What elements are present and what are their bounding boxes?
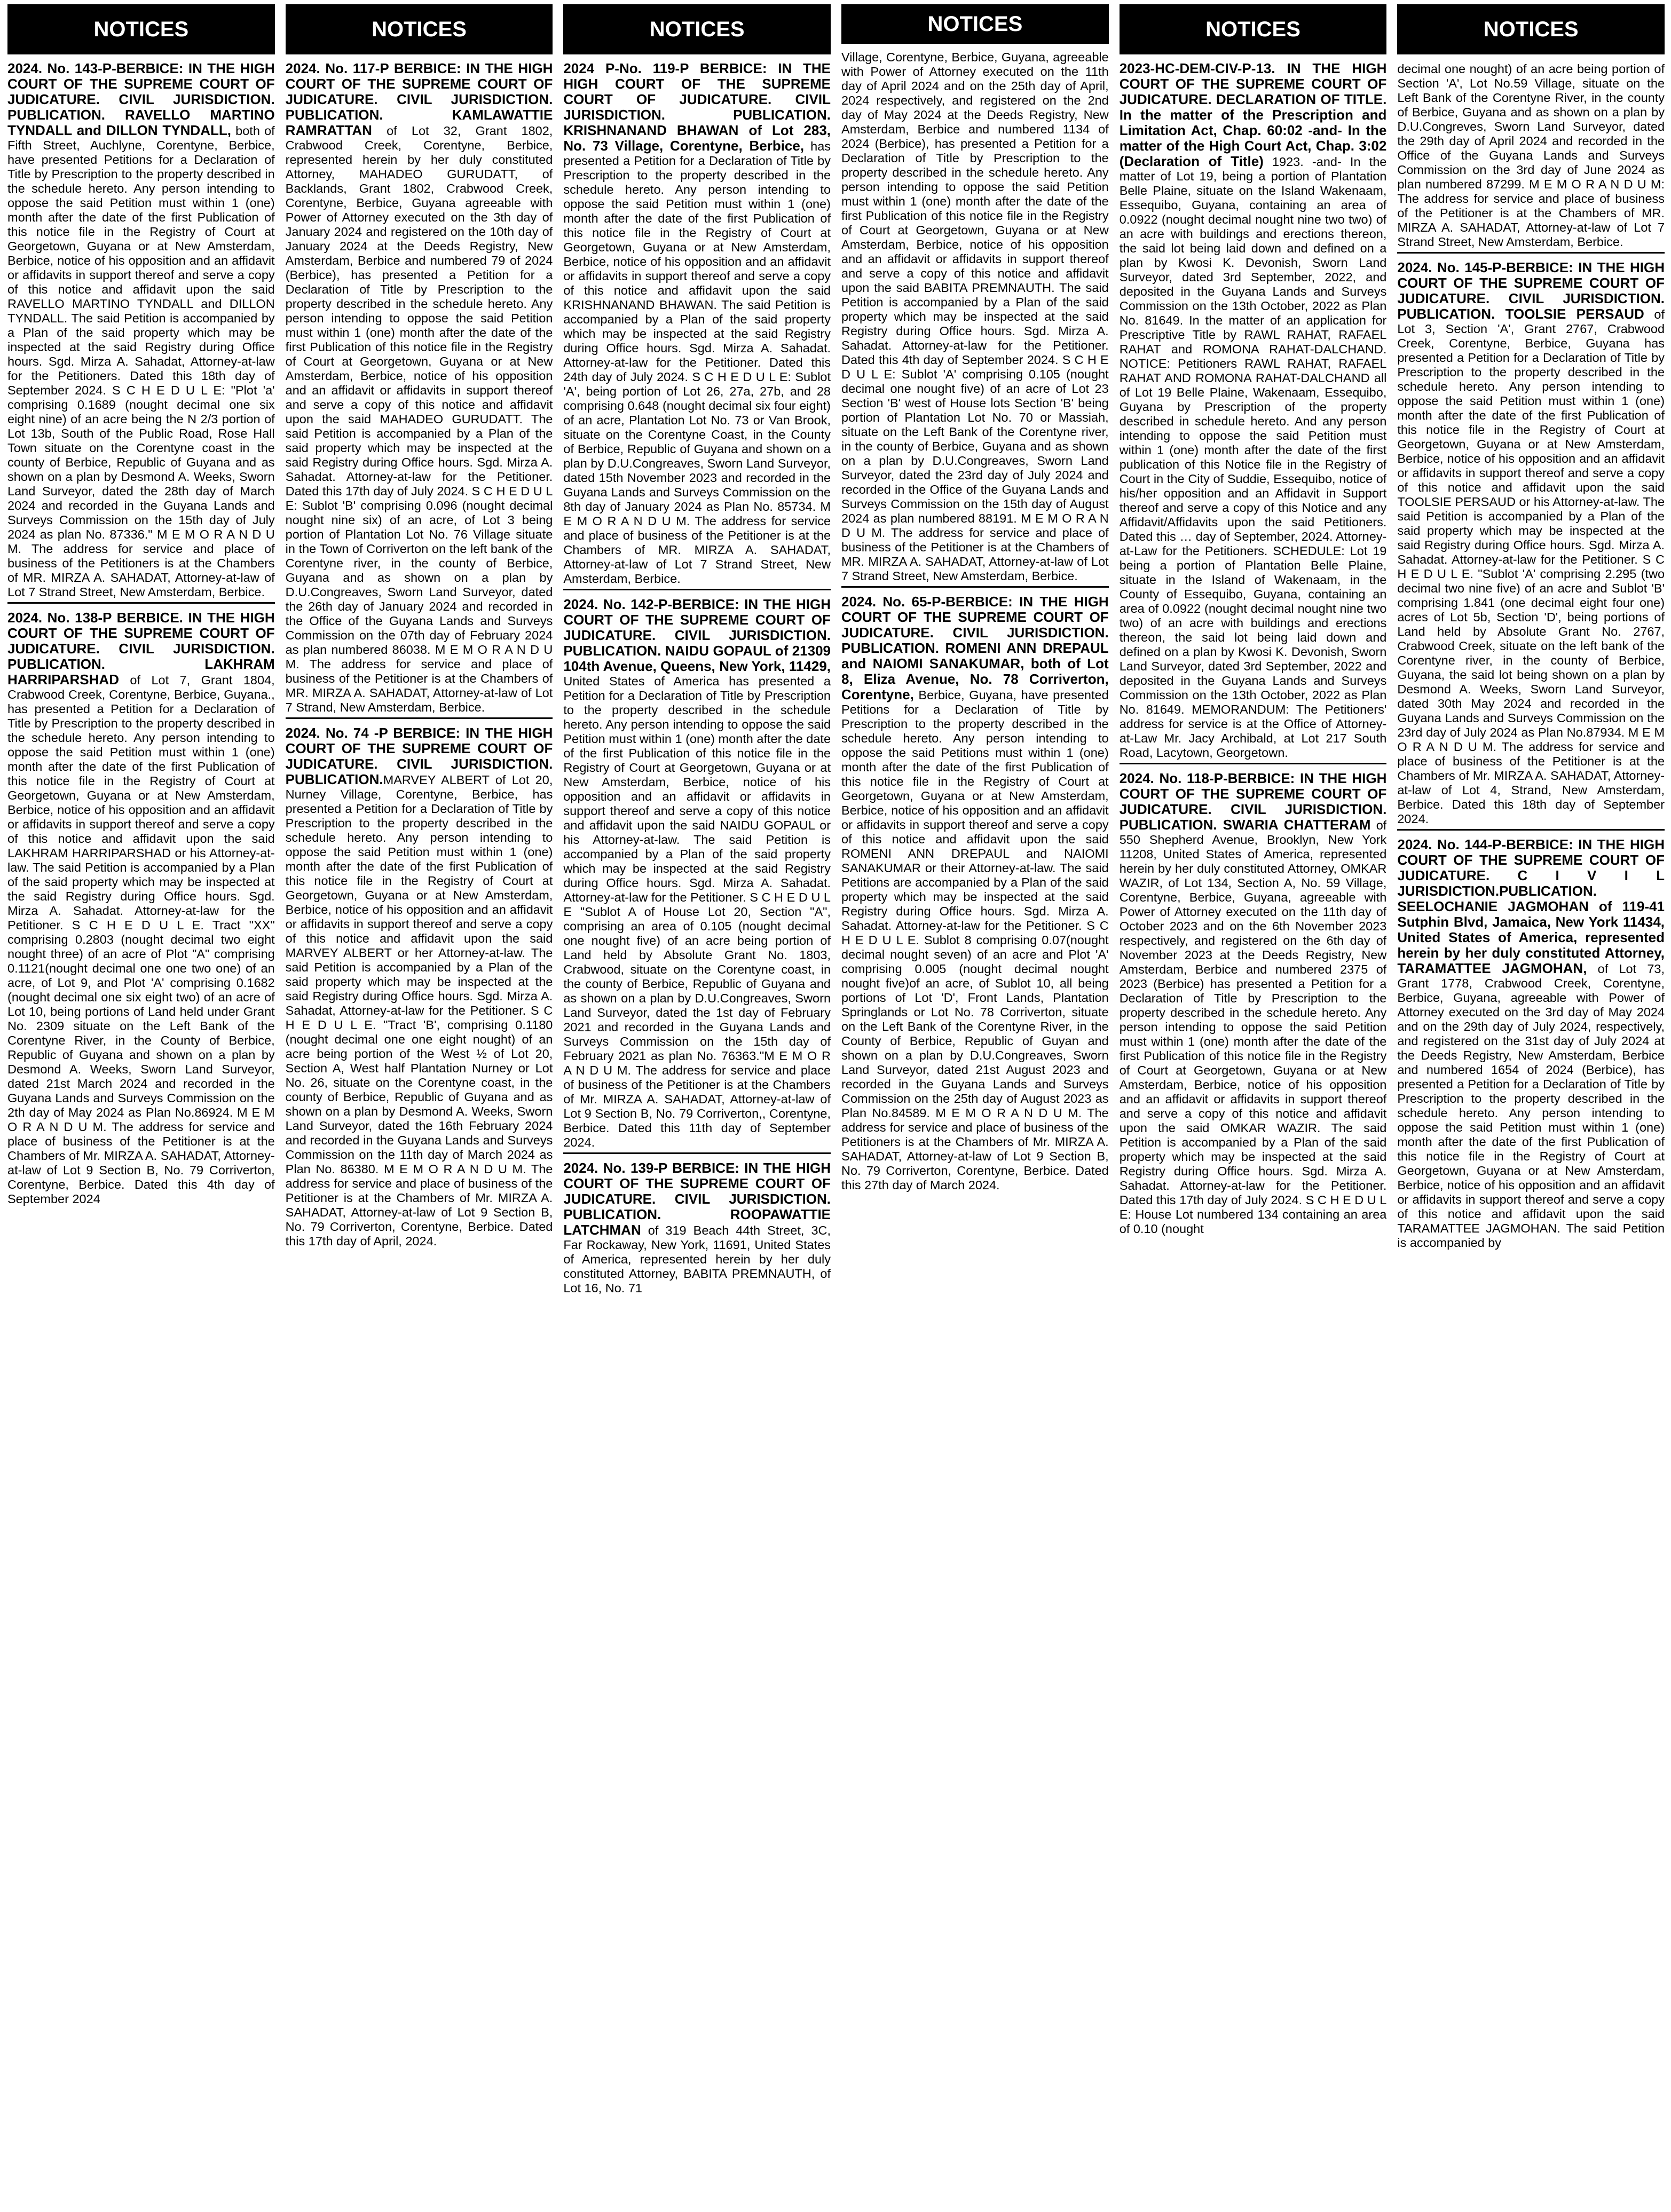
notice-heading: 2024. No. 138-P BERBICE. IN THE HIGH COURT OF THE SUPREME COURT OF JUDICATURE. CIVIL JURISDICTION. PUBLICATION. LAKHRAM HARRIPARSHAD	[7, 610, 275, 688]
notices-column-3	[563, 4, 831, 2208]
notice	[1397, 61, 1665, 254]
notice	[1120, 771, 1387, 1239]
notice	[563, 597, 831, 1154]
notice-heading: 2024. No. 145-P-BERBICE: IN THE HIGH COURT OF THE SUPREME COURT OF JUDICATURE. CIVIL JURISDICTION. PUBLICATION. TOOLSIE PERSAUD	[1397, 259, 1665, 322]
column-body	[841, 49, 1109, 2208]
notice-heading: 2024. No. 144-P-BERBICE: IN THE HIGH COURT OF THE SUPREME COURT OF JUDICATURE. C I V I L JURISDICTION.PUBLICATION. SEELOCHANIE JAGMOHAN of 119-41 Sutphin Blvd, Jamaica, New York 11434, United States of America, represented herein by her duly constituted Attorney, TARAMATTEE JAGMOHAN,	[1397, 836, 1665, 976]
notice-body: MARVEY ALBERT of Lot 20, Nurney Village, Corentyne, Berbice, has presented a Petition for a Declaration of Title by Prescription to the property described in the schedule hereto. Any person intending to oppose the said Petition must within 1 (one) month after the date of the first Publication of this notice file in the Registry of Court at Georgetown, Guyana or at New Amsterdam, Berbice, notice of his opposition and an affidavit or affidavits in support thereof and serve a copy of this notice and affidavit upon the said MARVEY ALBERT or her Attorney-at-law. The said Petition is accompanied by a Plan of the said property which may be inspected at the said Registry during Office hours. Sgd. Mirza A. Sahadat, Attorney-at-law for the Petitioner. S C H E D U L E. "Tract 'B', comprising 0.1180 (nought decimal one one eight nought) of an acre being portion of the West ½ of Lot 20, Section A, West half Plantation Nurney or Lot No. 26, situate on the Corentyne coast, in the county of Berbice, Republic of Guyana and as shown on a plan by Desmond A. Weeks, Sworn Land Surveyor, dated the 16th February 2024 and recorded in the Guyana Lands and Surveys Commission on the 11th day of March 2024 as Plan No. 86380. M E M O R A N D U M. The address for service and place of business of the Petitioner is at the Chambers of Mr. MIRZA A. SAHADAT, Attorney-at-law of Lot 9 Section B, No. 79 Corriverton, Corentyne, Berbice. Dated this 17th day of April, 2024.	[285, 773, 553, 1248]
notice	[563, 61, 831, 590]
notice	[563, 1160, 831, 1298]
notice-heading: 2024 P-No. 119-P BERBICE: IN THE HIGH COURT OF THE SUPREME COURT OF JUDICATURE. CIVIL JURISDICTION. PUBLICATION. KRISHNANAND BHAWAN of Lot 283, No. 73 Village, Corentyne, Berbice,	[563, 61, 831, 154]
notice-heading: 2024. No. 142-P-BERBICE: IN THE HIGH COURT OF THE SUPREME COURT OF JUDICATURE. CIVIL JURISDICTION. PUBLICATION. NAIDU GOPAUL of 21309 104th Avenue, Queens, New York, 11429,	[563, 596, 831, 674]
notices-column-5	[1120, 4, 1387, 2208]
notice-body: of 319 Beach 44th Street, 3C, Far Rockaway, New York, 11691, United States of America, represented herein by her duly constituted Attorney, BABITA PREMNAUTH, of Lot 16, No. 71	[563, 1223, 831, 1295]
notice	[286, 725, 553, 1251]
notice-body: of Lot 7, Grant 1804, Crabwood Creek, Corentyne, Berbice, Guyana., has presented a Petition for a Declaration of Title by Prescription to the property described in the schedule hereto. Any person intending to oppose the said Petition must within 1 (one) month after the date of the first Publication of this notice file in the Registry of Court at Georgetown, Guyana or at New Amsterdam, Berbice, notice of his opposition and an affidavit or affidavits in support thereof and serve a copy of this notice and affidavit upon the said LAKHRAM HARRIPARSHAD or his Attorney-at-law. The said Petition is accompanied by a Plan of the said property which may be inspected at the said Registry during Office hours. Sgd. Mirza A. Sahadat. Attorney-at-law for the Petitioner. S C H E D U L E. Tract "XX" comprising 0.2803 (nought decimal two eight nought three) of an acre of Plot "A" comprising 0.1121(nought decimal one one two one) of an acre, of Lot 9, and Plot 'A' comprising 0.1682 (nought decimal one six eight two) of an acre of Lot 10, being portions of Land held under Grant No. 2309 situate on the Left Bank of the Corentyne River, in the County of Berbice, Republic of Guyana and shown on a plan by Desmond A. Weeks, Sworn Land Surveyor, dated 21st March 2024 and recorded in the Guyana Lands and Surveys Commission on the 2th day of May 2024 as Plan No.86924. M E M O R A N D U M. The address for service and place of business of the Petitioner is at the Chambers of Mr. MIRZA A. SAHADAT, Attorney-at-law of Lot 9 Section B, No. 79 Corriverton, Corentyne, Berbice. Dated this 4th day of September 2024	[7, 673, 275, 1206]
notice	[1120, 61, 1387, 764]
notice-heading: 2024. No. 117-P BERBICE: IN THE HIGH COURT OF THE SUPREME COURT OF JUDICATURE. CIVIL JURISDICTION. PUBLICATION. KAMLAWATTIE RAMRATTAN	[285, 61, 553, 138]
notice-heading: 2023-HC-DEM-CIV-P-13. IN THE HIGH COURT OF THE SUPREME COURT OF JUDICATURE. DECLARATION OF TITLE. In the matter of the Prescription and Limitation Act, Chap. 60:02 -and- In the matter of the High Court Act, Chap. 3:02 (Declaration of Title)	[1119, 61, 1387, 169]
notices-column-6	[1397, 4, 1665, 2208]
notice-heading: 2024. No. 139-P BERBICE: IN THE HIGH COURT OF THE SUPREME COURT OF JUDICATURE. CIVIL JURISDICTION. PUBLICATION. ROOPAWATTIE LATCHMAN	[563, 1160, 831, 1238]
notice-heading: 2024. No. 143-P-BERBICE: IN THE HIGH COURT OF THE SUPREME COURT OF JUDICATURE. CIVIL JURISDICTION. PUBLICATION. RAVELLO MARTINO TYNDALL and DILLON TYNDALL,	[7, 61, 275, 138]
notices-column-2	[286, 4, 553, 2208]
notice-heading: 2024. No. 118-P-BERBICE: IN THE HIGH COURT OF THE SUPREME COURT OF JUDICATURE. CIVIL JURISDICTION. PUBLICATION. SWARIA CHATTERAM	[1119, 770, 1387, 833]
notice	[1397, 260, 1665, 831]
column-header: NOTICES	[7, 4, 275, 54]
notices-column-1	[7, 4, 275, 2208]
column-body	[1397, 61, 1665, 2208]
notices-column-4	[841, 4, 1109, 2208]
notice	[841, 594, 1109, 1195]
notice-body: has presented a Petition for a Declaration of Title by Prescription to the property described in the schedule hereto. Any person intending to oppose the said Petition must within 1 (one) month after the date of the first Publication of this notice file in the Registry of Court at Georgetown, Guyana or at New Amsterdam, Berbice, notice of his opposition and an affidavit or affidavits in support thereof and serve a copy of this notice and affidavit upon the said KRISHNANAND BHAWAN. The said Petition is accompanied by a Plan of the said property which may be inspected at the said Registry during Office hours. Sgd. Mirza A. Sahadat. Attorney-at-law for the Petitioner. Dated this 24th day of July 2024. S C H E D U L E: Sublot 'A', being portion of Lot 26, 27a, 27b, and 28 comprising 0.648 (nought decimal six four eight) of an acre, Plantation Lot No. 73 or Van Brook, situate on the Corentyne Coast, in the County of Berbice, Republic of Guyana and shown on a plan by D.U.Congreaves, Sworn Land Surveyor, dated 15th November 2023 and recorded in the Guyana Lands and Surveys Commission on the 8th day of January 2024 as Plan No. 85734. M E M O R A N D U M. The address for service and place of business of the Petitioner is at the Chambers of MR. MIRZA A. SAHADAT, Attorney-at-law of Lot 7 Strand Street, New Amsterdam, Berbice.	[563, 139, 831, 586]
column-body	[563, 61, 831, 2208]
column-header: NOTICES	[563, 4, 831, 54]
notice-heading: 2024. No. 65-P-BERBICE: IN THE HIGH COURT OF THE SUPREME COURT OF JUDICATURE. CIVIL JURISDICTION. PUBLICATION. ROMENI ANN DREPAUL and NAIOMI SANAKUMAR, both of Lot 8, Eliza Avenue, No. 78 Corriverton, Corentyne,	[841, 594, 1109, 702]
notice	[7, 610, 275, 1209]
notice-body: United States of America has presented a Petition for a Declaration of Title by Prescription to the property described in the schedule hereto. Any person intending to oppose the said Petition must within 1 (one) month after the date of the first Publication of this notice file in the Registry of Court at Georgetown, Guyana or at New Amsterdam, Berbice, notice of his opposition and an affidavit or affidavits in support thereof and serve a copy of this notice and affidavit upon the said NAIDU GOPAUL or his Attorney-at-law. The said Petition is accompanied by a Plan of the said property which may be inspected at the said Registry during Office hours. Sgd. Mirza A. Sahadat. Attorney-at-law for the Petitioner. S C H E D U L E "Sublot A of House Lot 20, Section "A", comprising an area of 0.105 (nought decimal one nought five) of an acre being portion of Land held by Absolute Grant No. 1803, Crabwood, situate on the Corentyne coast, in the county of Berbice, Republic of Guyana and as shown on a plan by D.U.Congreaves, Sworn Land Surveyor, dated the 1st day of February 2021 and recorded in the Guyana Lands and Surveys Commission on the 15th day of February 2021 as plan No. 76363."M E M O R A N D U M. The address for service and place of business of the Petitioner is at the Chambers of Mr. MIRZA A. SAHADAT, Attorney-at-law of Lot 9 Section B, No. 79 Corriverton,, Corentyne, Berbice. Dated this 11th day of September 2024.	[563, 674, 831, 1149]
notice	[286, 61, 553, 719]
notice	[7, 61, 275, 604]
notice-body: 1923. -and- In the matter of Lot 19, being a portion of Plantation Belle Plaine, situate on the Island Wakenaam, Essequibo, Guyana, containing an area of 0.0922 (nought decimal nought nine two two) of an acre with buildings and erections thereon, the said lot being laid down and defined on a plan by Kwosi K. Devonish, Sworn Land Surveyor, dated 3rd September, 2022, and deposited in the Guyana Lands and Surveys Commission on the 13th October, 2022 as Plan No. 81649. In the matter of an application for Prescriptive Title by RAWL RAHAT, RAFAEL RAHAT and ROMONA RAHAT-DALCHAND. NOTICE: Petitioners RAWL RAHAT, RAFAEL RAHAT AND ROMONA RAHAT-DALCHAND all of Lot 19 Belle Plaine, Wakenaam, Essequibo, Guyana by Prescription of the property described in schedule hereto. And any person intending to oppose the said Petition must within 1 (one) month after the date of the first publication of this Notice file in the Registry of Court in the City of Suddie, Essequibo, notice of his/her opposition and an Affidavit in Support thereof and serve a copy of this Notice and any Affidavit/Affidavits upon the said Petitioners. Dated this … day of September, 2024. Attorney-at-Law for the Petitioners. SCHEDULE: Lot 19 being a portion of Plantation Belle Plaine, situate in the Island of Wakenaam, in the County of Essequibo, Guyana, containing an area of 0.0922 (nought decimal nought nine two two) of an acre with buildings and erections thereon, the said lot being laid down and defined on a plan by Kwosi K. Devonish, Sworn Land Surveyor, dated 3rd September, 2022 and deposited in the Guyana Lands and Surveys Commission on the 13th October, 2022 as Plan No. 81649. MEMORANDUM: The Petitioners' address for service is at the Office of Attorney-at-Law Mr. Jacy Archibald, at Lot 217 South Road, Lacytown, Georgetown.	[1119, 155, 1387, 760]
column-header: NOTICES	[841, 4, 1109, 44]
column-body	[1120, 61, 1387, 2208]
column-header: NOTICES	[286, 4, 553, 54]
column-header: NOTICES	[1397, 4, 1665, 54]
column-body	[7, 61, 275, 2208]
notice-body: both of Fifth Street, Auchlyne, Corentyne, Berbice, have presented Petitions for a Declaration of Title by Prescription to the property described in the schedule hereto. Any person intending to oppose the said Petition must within 1 (one) month after the date of the first Publication of this notice file in the Registry of Court at Georgetown, Guyana or at New Amsterdam, Berbice, notice of his opposition and an affidavit or affidavits in support thereof and serve a copy of this notice and affidavit upon the said RAVELLO MARTINO TYNDALL and DILLON TYNDALL. The said Petition is accompanied by a Plan of the said property which may be inspected at the said Registry during Office hours. Sgd. Mirza A. Sahadat, Attorney-at-law for the Petitioners. Dated this 18th day of September 2024. S C H E D U L E: "Plot 'a' comprising 0.1689 (nought decimal one six eight nine) of an acre being the N 2/3 portion of Lot 13b, South of the Public Road, Rose Hall Town situate on the Corentyne coast in the county of Berbice, Republic of Guyana and as shown on a plan by Desmond A. Weeks, Sworn Land Surveyor, dated the 28th day of March 2024 and recorded in the Guyana Lands and Surveys Commission on the 15th day of July 2024 as plan No. 87336." M E M O R A N D U M. The address for service and place of business of the Petitioners is at the Chambers of MR. MIRZA A. SAHADAT, Attorney-at-law of Lot 7 Strand Street, New Amsterdam, Berbice.	[7, 124, 275, 599]
notices-page	[7, 4, 1665, 2208]
notice-heading: 2024. No. 74 -P BERBICE: IN THE HIGH COURT OF THE SUPREME COURT OF JUDICATURE. CIVIL JURISDICTION. PUBLICATION.	[285, 725, 553, 787]
notice	[1397, 837, 1665, 1253]
notice-body: of Lot 32, Grant 1802, Crabwood Creek, Corentyne, Berbice, represented herein by her duly constituted Attorney, MAHADEO GURUDATT, of Backlands, Grant 1802, Crabwood Creek, Corentyne, Berbice, Guyana agreeable with Power of Attorney executed on the 3th day of January 2024 and registered on the 10th day of January 2024 at the Deeds Registry, New Amsterdam, Berbice and numbered 79 of 2024 (Berbice), has presented a Petition for a Declaration of Title by Prescription to the property described in the schedule hereto. Any person intending to oppose the said Petition must within 1 (one) month after the date of the first Publication of this notice file in the Registry of Court at Georgetown, Guyana or at New Amsterdam, Berbice, notice of his opposition and an affidavit or affidavits in support thereof and serve a copy of this notice and affidavit upon the said MAHADEO GURUDATT. The said Petition is accompanied by a Plan of the said property which may be inspected at the said Registry during Office hours. Sgd. Mirza A. Sahadat. Attorney-at-law for the Petitioner. Dated this 17th day of July 2024. S C H E D U L E: Sublot 'B' comprising 0.096 (nought decimal nought nine six) of an acre, of Lot 3 being portion of Plantation Lot No. 76 Village situate in the Town of Corriverton on the left bank of the Corentyne river, in the county of Berbice, Guyana and as shown on a plan by D.U.Congreaves, Sworn Land Surveyor, dated the 26th day of January 2024 and recorded in the Office of the Guyana Lands and Surveys Commission on the 07th day of February 2024 as plan numbered 86038. M E M O R A N D U M. The address for service and place of business of the Petitioner is at the Chambers of MR. MIRZA A. SAHADAT, Attorney-at-law of Lot 7 Strand, New Amsterdam, Berbice.	[285, 124, 553, 714]
notice-body: of Lot 3, Section 'A', Grant 2767, Crabwood Creek, Corentyne, Berbice, Guyana has presented a Petition for a Declaration of Title by Prescription to the property described in the schedule hereto. Any person intending to oppose the said Petition must within 1 (one) month after the date of the first Publication of this notice file in the Registry of Court at Georgetown, Guyana or at New Amsterdam, Berbice, notice of his opposition and an affidavit or affidavits in support thereof and serve a copy of this notice and affidavit upon the said TOOLSIE PERSAUD or his Attorney-at-law. The said Petition is accompanied by a Plan of the said property which may be inspected at the said Registry during Office hours. Sgd. Mirza A. Sahadat. Attorney-at-law for the Petitioner. S C H E D U L E. "Sublot 'A' comprising 2.295 (two decimal two nine five) of an acre and Sublot 'B' comprising 1.841 (one decimal eight four one) acres of Lot 5b, Section 'D', being portions of Land held by Absolute Grant No. 2767, Crabwood Creek, situate on the left bank of the Corentyne river, in the county of Berbice, Guyana, the said lot being shown on a plan by Desmond A. Weeks, Sworn Land Surveyor, dated 30th May 2024 and recorded in the Guyana Lands and Surveys Commission on the 23rd day of July 2024 as Plan No.87934. M E M O R A N D U M. The address for service and place of business of the Petitioner is at the Chambers of Mr. MIRZA A. SAHADAT, Attorney-at-law of Lot 4, Strand, New Amsterdam, Berbice. Dated this 18th day of September 2024.	[1397, 307, 1665, 826]
notice-body: decimal one nought) of an acre being portion of Section 'A', Lot No.59 Village, situate on the Left Bank of the Corentyne River, in the county of Berbice, Guyana and as shown on a plan by D.U.Congreves, Sworn Land Surveyor, dated the 29th day of April 2024 and recorded in the Office of the Guyana Lands and Surveys Commission on the 3rd day of June 2024 as plan numbered 87299. M E M O R A N D U M: The address for service and place of business of the Petitioner is at the Chambers of MR. MIRZA A. SAHADAT, Attorney-at-law of Lot 7 Strand Street, New Amsterdam, Berbice.	[1397, 62, 1665, 249]
notice-body: Village, Corentyne, Berbice, Guyana, agreeable with Power of Attorney executed on the 11th day of April 2024 and on the 25th day of April, 2024 respectively, and registered on the 2nd day of May 2024 at the Deeds Registry, New Amsterdam, Berbice and numbered 1134 of 2024 (Berbice), has presented a Petition for a Declaration of Title by Prescription to the property described in the schedule hereto. Any person intending to oppose the said Petition must within 1 (one) month after the date of the first Publication of this notice file in the Registry of Court at Georgetown, Guyana or at New Amsterdam, Berbice, notice of his opposition and an affidavit or affidavits in support thereof and serve a copy of this notice and affidavit upon the said BABITA PREMNAUTH. The said Petition is accompanied by a Plan of the said property which may be inspected at the said Registry during Office hours. Sgd. Mirza A. Sahadat. Attorney-at-law for the Petitioner. Dated this 4th day of September 2024. S C H E D U L E: Sublot 'A' comprising 0.105 (nought decimal one nought five) of an acre of Lot 23 Section 'B' west of House lots Section 'B' being portion of Plantation Lot No. 70 or Massiah, situate on the Left Bank of the Corentyne river, in the county of Berbice, Guyana and as shown on a plan by D.U.Congreaves, Sworn Land Surveyor, dated the 23rd day of July 2024 and recorded in the Office of the Guyana Lands and Surveys Commission on the 15th day of August 2024 as plan numbered 88191. M E M O R A N D U M. The address for service and place of business of the Petitioner is at the Chambers of MR. MIRZA A. SAHADAT, Attorney-at-law of Lot 7 Strand Street, New Amsterdam, Berbice.	[841, 50, 1109, 583]
notice-body: of 550 Shepherd Avenue, Brooklyn, New York 11208, United States of America, represented herein by her duly constituted Attorney, OMKAR WAZIR, of Lot 134, Section A, No. 59 Village, Corentyne, Berbice, Guyana, agreeable with Power of Attorney executed on the 11th day of October 2023 and on the 6th November 2023 respectively, and registered on the 6th day of November 2023 at the Deeds Registry, New Amsterdam, Berbice and numbered 2375 of 2023 (Berbice) has presented a Petition for a Declaration of Title by Prescription to the property described in the schedule hereto. Any person intending to oppose the said Petition must within 1 (one) month after the date of the first Publication of this notice file in the Registry of Court at Georgetown, Guyana or at New Amsterdam, Berbice, notice of his opposition and an affidavit or affidavits in support thereof and serve a copy of this notice and affidavit upon the said OMKAR WAZIR. The said Petition is accompanied by a Plan of the said property which may be inspected at the said Registry during Office hours. Sgd. Mirza A. Sahadat. Attorney-at-law for the Petitioner. Dated this 17th day of July 2024. S C H E D U L E: House Lot numbered 134 containing an area of 0.10 (nought	[1119, 818, 1387, 1236]
notice-body: Berbice, Guyana, have presented Petitions for a Declaration of Title by Prescription to the property described in the schedule hereto. Any person intending to oppose the said Petitions must within 1 (one) month after the date of the first Publication of this notice file in the Registry of Court at Georgetown, Guyana or at New Amsterdam, Berbice, notice of his opposition and an affidavit or affidavits in support thereof and serve a copy of this notice and affidavit upon the said ROMENI ANN DREPAUL and NAIOMI SANAKUMAR or their Attorney-at-law. The said Petitions are accompanied by a Plan of the said property which may be inspected at the said Registry during Office hours. Sgd. Mirza A. Sahadat. Attorney-at-law for the Petitioner. S C H E D U L E. Sublot 8 comprising 0.07(nought decimal nought seven) of an acre and Plot 'A' comprising 0.005 (nought decimal nought nought five)of an acre, of Sublot 10, all being portions of Lot 'D', Front Lands, Plantation Springlands or Lot No. 78 Corriverton, situate on the Left Bank of the Corentyne River, in the County of Berbice, Republic of Guyan and shown on a plan by D.U.Congreaves, Sworn Land Surveyor, dated 21st August 2023 and recorded in the Guyana Lands and Surveys Commission on the 25th day of August 2023 as Plan No.84589. M E M O R A N D U M. The address for service and place of business of the Petitioners is at the Chambers of Mr. MIRZA A. SAHADAT, Attorney-at-law of Lot 9 Section B, No. 79 Corriverton, Corentyne, Berbice. Dated this 27th day of March 2024.	[841, 688, 1109, 1192]
notice	[841, 49, 1109, 588]
column-body	[286, 61, 553, 2208]
notice-body: of Lot 73, Grant 1778, Crabwood Creek, Corentyne, Berbice, Guyana, agreeable with Power of Attorney executed on the 3rd day of May 2024 and on the 29th day of July 2024, respectively, and registered on the 31st day of July 2024 at the Deeds Registry, New Amsterdam, Berbice and numbered 1654 of 2024 (Berbice), has presented a Petition for a Declaration of Title by Prescription to the property described in the schedule hereto. Any person intending to oppose the said Petition must within 1 (one) month after the date of the first Publication of this notice file in the Registry of Court at Georgetown, Guyana or at New Amsterdam, Berbice, notice of his opposition and an affidavit or affidavits in support thereof and serve a copy of this notice and affidavit upon the said TARAMATTEE JAGMOHAN. The said Petition is accompanied by	[1397, 962, 1665, 1250]
column-header: NOTICES	[1120, 4, 1387, 54]
